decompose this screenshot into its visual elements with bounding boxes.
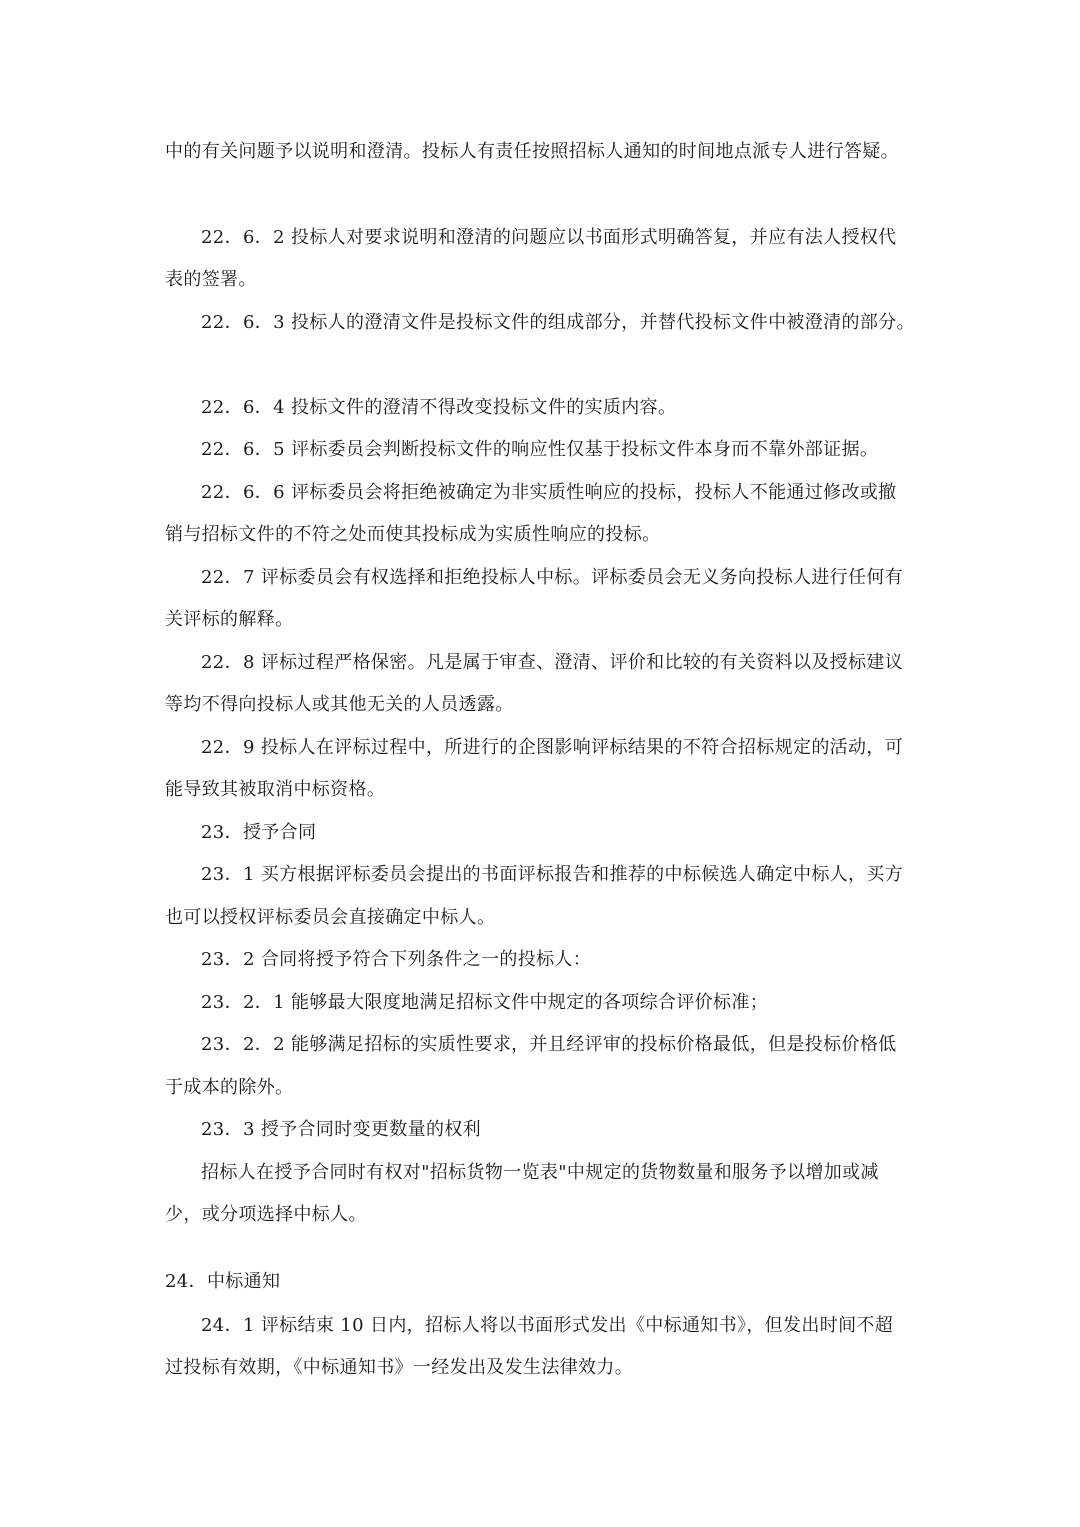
paragraph-line: 销与招标文件的不符之处而使其投标成为实质性响应的投标。 bbox=[165, 524, 661, 545]
paragraph-line: 22．6．6 评标委员会将拒绝被确定为非实质性响应的投标，投标人不能通过修改或撤 bbox=[201, 482, 897, 503]
paragraph-line: 23．2．1 能够最大限度地满足招标文件中规定的各项综合评价标准； bbox=[201, 992, 769, 1013]
section-heading: 24．中标通知 bbox=[165, 1271, 281, 1292]
paragraph-line: 中的有关问题予以说明和澄清。投标人有责任按照招标人通知的时间地点派专人进行答疑。 bbox=[165, 141, 899, 162]
paragraph-line: 23．2 合同将授予符合下列条件之一的投标人： bbox=[201, 949, 592, 970]
section-heading: 23．授予合同 bbox=[201, 822, 317, 843]
paragraph-line: 22．6．4 投标文件的澄清不得改变投标文件的实质内容。 bbox=[201, 397, 677, 418]
paragraph-line: 也可以授权评标委员会直接确定中标人。 bbox=[165, 907, 496, 928]
paragraph-line: 23．2．2 能够满足招标的实质性要求，并且经评审的投标价格最低，但是投标价格低 bbox=[201, 1034, 897, 1055]
paragraph-line: 过投标有效期，《中标通知书》一经发出及发生法律效力。 bbox=[165, 1357, 634, 1378]
paragraph-line: 24．1 评标结束 10 日内，招标人将以书面形式发出《中标通知书》，但发出时间不超 bbox=[201, 1315, 894, 1336]
paragraph-line: 23．1 买方根据评标委员会提出的书面评标报告和推荐的中标候选人确定中标人，买方 bbox=[201, 864, 904, 885]
paragraph-line: 22．6．5 评标委员会判断投标文件的响应性仅基于投标文件本身而不靠外部证据。 bbox=[201, 439, 879, 460]
paragraph-line: 22．8 评标过程严格保密。凡是属于审查、澄清、评价和比较的有关资料以及授标建议 bbox=[201, 652, 904, 673]
paragraph-line: 等均不得向投标人或其他无关的人员透露。 bbox=[165, 694, 514, 715]
paragraph-line: 关评标的解释。 bbox=[165, 609, 294, 630]
paragraph-line: 少，或分项选择中标人。 bbox=[165, 1204, 367, 1225]
paragraph-line: 能导致其被取消中标资格。 bbox=[165, 779, 386, 800]
paragraph-line: 22．6．2 投标人对要求说明和澄清的问题应以书面形式明确答复，并应有法人授权代 bbox=[201, 227, 897, 248]
paragraph-line: 22．7 评标委员会有权选择和拒绝投标人中标。评标委员会无义务向投标人进行任何有 bbox=[201, 567, 904, 588]
paragraph-line: 招标人在授予合同时有权对"招标货物一览表"中规定的货物数量和服务予以增加或减 bbox=[201, 1162, 879, 1183]
paragraph-line: 于成本的除外。 bbox=[165, 1077, 294, 1098]
paragraph-line: 表的签署。 bbox=[165, 269, 257, 290]
paragraph-line: 23．3 授予合同时变更数量的权利 bbox=[201, 1119, 482, 1140]
paragraph-line: 22．6．3 投标人的澄清文件是投标文件的组成部分，并替代投标文件中被澄清的部分。 bbox=[201, 312, 915, 333]
paragraph-line: 22．9 投标人在评标过程中，所进行的企图影响评标结果的不符合招标规定的活动，可 bbox=[201, 737, 904, 758]
